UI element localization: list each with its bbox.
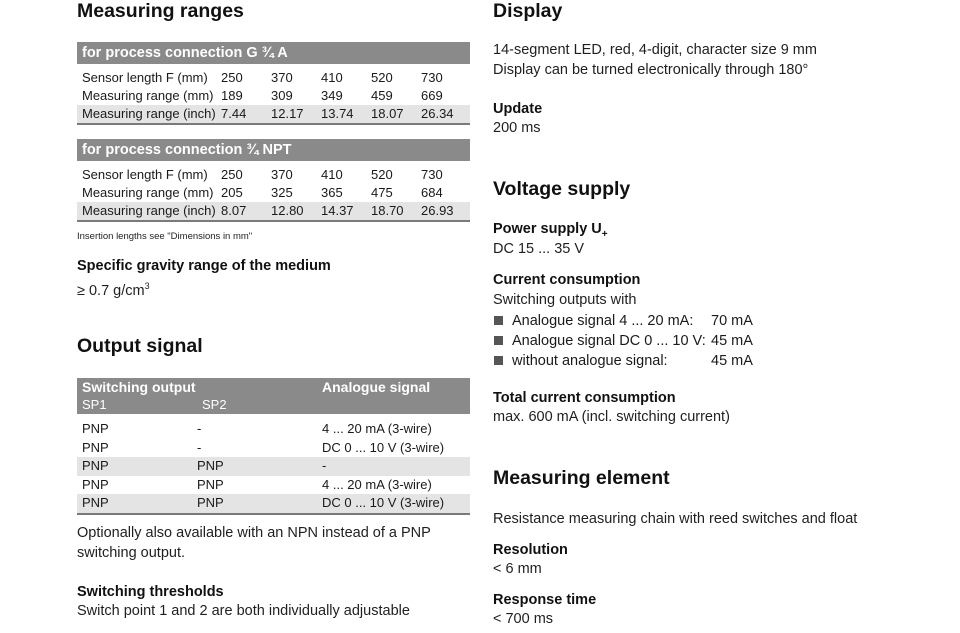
specific-gravity-title: Specific gravity range of the medium xyxy=(77,258,331,274)
row-label: Measuring range (mm) xyxy=(82,88,214,103)
table-row xyxy=(77,476,470,495)
cell: 13.74 xyxy=(321,105,371,124)
list-item-label: Analogue signal 4 ... 20 mA: xyxy=(512,313,694,329)
table-row xyxy=(77,69,470,87)
sp2-header: SP2 xyxy=(202,397,227,412)
total-current-title: Total current consumption xyxy=(493,390,676,406)
cell: 475 xyxy=(371,185,393,200)
display-line1: 14-segment LED, red, 4-digit, character size 9 mm xyxy=(493,42,817,58)
list-item-label: without analogue signal: xyxy=(512,353,668,369)
cell-analogue: DC 0 ... 10 V (3-wire) xyxy=(322,439,445,455)
npn-note-line1: Optionally also available with an NPN instead of a PNP xyxy=(77,525,431,541)
switching-output-header: Switching output xyxy=(82,379,196,395)
cell: 410 xyxy=(321,70,343,85)
row-label: Measuring range (mm) xyxy=(82,185,214,200)
cell-sp2: PNP xyxy=(197,476,224,492)
response-time-title: Response time xyxy=(493,592,597,608)
current-consumption-intro: Switching outputs with xyxy=(493,292,637,308)
voltage-supply-title: Voltage supply xyxy=(493,178,631,200)
cell-sp2: - xyxy=(197,421,202,437)
measuring-element-title: Measuring element xyxy=(493,467,670,489)
cell-sp1: PNP xyxy=(77,457,197,476)
cell: 250 xyxy=(221,167,243,182)
list-item-label: Analogue signal DC 0 ... 10 V: xyxy=(512,333,706,349)
cell: 7.44 xyxy=(221,105,271,124)
insertion-footnote: Insertion lengths see "Dimensions in mm" xyxy=(77,231,253,242)
measuring-ranges-npt-rows xyxy=(77,166,470,222)
specific-gravity-value xyxy=(77,276,150,301)
list-item xyxy=(493,331,793,351)
switching-thresholds-text: Switch point 1 and 2 are both individually adjustable xyxy=(77,603,410,619)
output-signal-table xyxy=(77,378,470,515)
cell: 12.80 xyxy=(271,202,321,221)
cell: 250 xyxy=(221,70,243,85)
cell: 325 xyxy=(271,185,293,200)
switching-thresholds-title: Switching thresholds xyxy=(77,584,224,600)
table-header-npt: for process connection ¾ NPT xyxy=(77,139,470,161)
cell-analogue: DC 0 ... 10 V (3-wire) xyxy=(322,494,470,514)
list-item xyxy=(493,351,793,371)
current-consumption-title: Current consumption xyxy=(493,272,641,288)
list-item-value: 70 mA xyxy=(711,313,753,329)
npn-note-line2: switching output. xyxy=(77,545,186,561)
update-title: Update xyxy=(493,101,543,117)
cell: 730 xyxy=(421,70,443,85)
cell: 18.70 xyxy=(371,202,421,221)
cell: 309 xyxy=(271,88,293,103)
total-current-value: max. 600 mA (incl. switching current) xyxy=(493,409,730,425)
cell: 12.17 xyxy=(271,105,321,124)
table-row xyxy=(77,457,470,476)
display-title: Display xyxy=(493,0,563,22)
row-label: Sensor length F (mm) xyxy=(82,70,208,85)
cell: 370 xyxy=(271,70,293,85)
row-label: Sensor length F (mm) xyxy=(82,167,208,182)
cell: 26.93 xyxy=(421,202,470,221)
cell: 520 xyxy=(371,167,393,182)
cell-analogue: - xyxy=(322,457,470,476)
table-row xyxy=(77,202,470,221)
response-time-value: < 700 ms xyxy=(493,611,554,627)
sp1-header: SP1 xyxy=(82,397,107,412)
measuring-ranges-title: Measuring ranges xyxy=(77,0,244,22)
output-signal-header xyxy=(77,378,470,414)
cell-sp1: PNP xyxy=(82,439,109,455)
list-item xyxy=(493,311,793,331)
bullet-square-icon xyxy=(494,356,503,365)
row-label: Measuring range (inch) xyxy=(77,202,221,221)
bullet-square-icon xyxy=(494,316,503,325)
cell: 14.37 xyxy=(321,202,371,221)
measuring-ranges-g-table xyxy=(77,42,470,125)
measuring-ranges-g-rows xyxy=(77,69,470,125)
power-supply-value: DC 15 ... 35 V xyxy=(493,241,585,257)
cell: 370 xyxy=(271,167,293,182)
table-row xyxy=(77,494,470,514)
cell-sp1: PNP xyxy=(82,476,109,492)
cell: 18.07 xyxy=(371,105,421,124)
table-row xyxy=(77,439,470,458)
output-signal-rows xyxy=(77,420,470,515)
cell: 365 xyxy=(321,185,343,200)
cell-sp2: PNP xyxy=(197,457,322,476)
cell: 205 xyxy=(221,185,243,200)
cell: 189 xyxy=(221,88,243,103)
cell-analogue: 4 ... 20 mA (3-wire) xyxy=(322,421,432,437)
superscript: 3 xyxy=(144,281,150,291)
table-row xyxy=(77,420,470,439)
display-line2: Display can be turned electronically through 180° xyxy=(493,62,809,78)
measuring-ranges-npt-table xyxy=(77,139,470,222)
row-label: Measuring range (inch) xyxy=(77,105,221,124)
cell: 730 xyxy=(421,167,443,182)
cell: 520 xyxy=(371,70,393,85)
cell-sp2: PNP xyxy=(197,494,322,514)
table-row xyxy=(77,87,470,105)
cell: 684 xyxy=(421,185,443,200)
cell: 349 xyxy=(321,88,343,103)
cell-sp1: PNP xyxy=(82,421,109,437)
cell: 410 xyxy=(321,167,343,182)
cell-analogue: 4 ... 20 mA (3-wire) xyxy=(322,476,432,492)
table-row xyxy=(77,105,470,124)
subscript: + xyxy=(601,228,608,240)
current-consumption-list xyxy=(493,311,793,371)
resolution-value: < 6 mm xyxy=(493,561,542,577)
cell: 459 xyxy=(371,88,393,103)
cell: 8.07 xyxy=(221,202,271,221)
table-header-g: for process connection G ¾ A xyxy=(77,42,470,64)
cell-sp2: - xyxy=(197,439,202,455)
measuring-element-text: Resistance measuring chain with reed switches and float xyxy=(493,511,858,527)
cell-sp1: PNP xyxy=(77,494,197,514)
update-value: 200 ms xyxy=(493,120,541,136)
specific-gravity-text: ≥ 0.7 g/cm xyxy=(77,282,145,299)
analogue-signal-header: Analogue signal xyxy=(322,379,431,395)
bullet-square-icon xyxy=(494,336,503,345)
list-item-value: 45 mA xyxy=(711,333,753,349)
table-row xyxy=(77,166,470,184)
resolution-title: Resolution xyxy=(493,542,568,558)
output-signal-title: Output signal xyxy=(77,335,203,357)
cell: 669 xyxy=(421,88,443,103)
cell: 26.34 xyxy=(421,105,470,124)
table-row xyxy=(77,184,470,202)
power-supply-label: Power supply U xyxy=(493,221,602,237)
list-item-value: 45 mA xyxy=(711,353,753,369)
